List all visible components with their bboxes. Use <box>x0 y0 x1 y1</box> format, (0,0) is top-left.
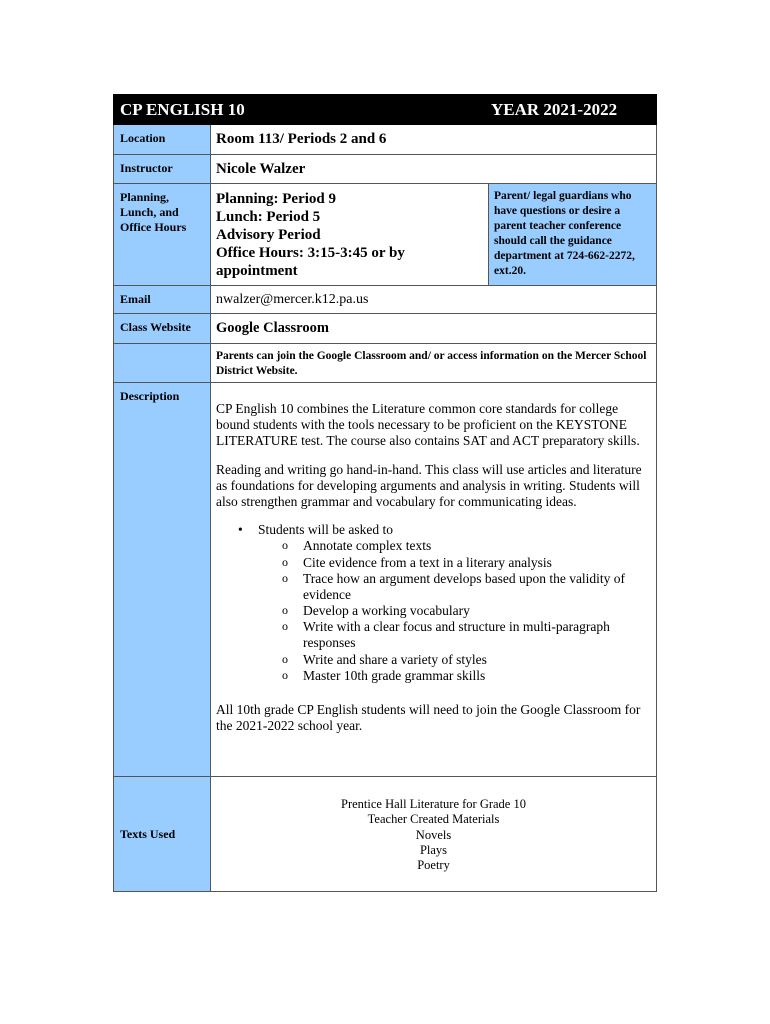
location-label: Location <box>114 125 211 155</box>
website-note-label-cell <box>114 344 211 383</box>
website-label: Class Website <box>114 314 211 344</box>
location-row <box>114 125 657 155</box>
planning-label-line: Planning, <box>120 190 170 204</box>
description-label: Description <box>114 383 211 777</box>
description-row <box>114 383 657 777</box>
list-item: o Master 10th grade grammar skills <box>303 668 651 684</box>
instructor-row <box>114 155 657 184</box>
list-item: o Write and share a variety of styles <box>303 652 651 668</box>
text-item: Novels <box>415 827 452 842</box>
list-item: o Cite evidence from a text in a literary analysis <box>303 555 651 571</box>
text-item: Prentice Hall Literature for Grade 10 <box>341 797 526 811</box>
location-value: Room 113/ Periods 2 and 6 <box>211 125 657 155</box>
website-row <box>114 314 657 344</box>
course-info-table <box>113 94 656 892</box>
text-item: Poetry <box>417 858 450 872</box>
planning-row <box>114 184 657 286</box>
website-note-row <box>114 344 657 383</box>
list-item: o Trace how an argument develops based upon the validity of evidence <box>303 571 651 603</box>
skills-list <box>216 522 651 684</box>
website-value[interactable]: Google Classroom <box>211 314 657 344</box>
planning-label-line: Office Hours <box>120 220 187 234</box>
email-row <box>114 286 657 314</box>
lunch-period: Lunch: Period 5 <box>216 209 321 225</box>
description-paragraph: Reading and writing go hand-in-hand. This class will use articles and literature as foundations for developing arguments and analysis in writing. Students will also strengthen grammar and vocabulary for communicating ideas. <box>216 461 642 509</box>
text-item: Teacher Created Materials <box>367 812 500 827</box>
texts-list <box>211 777 657 892</box>
text-item: Plays <box>419 842 448 857</box>
texts-row <box>114 777 657 892</box>
advisory-period: Advisory Period <box>216 227 321 243</box>
list-item <box>258 522 651 684</box>
email-value[interactable]: nwalzer@mercer.k12.pa.us <box>211 286 657 314</box>
texts-label: Texts Used <box>114 777 211 892</box>
description-closing: All 10th grade CP English students will need to join the Google Classroom for the 2021-2022 school year. <box>216 702 641 734</box>
list-item: o Develop a working vocabulary <box>303 603 651 619</box>
school-year: YEAR 2021-2022 <box>489 95 657 125</box>
planning-label-line: Lunch, and <box>120 205 179 219</box>
website-note: Parents can join the Google Classroom and/ or access information on the Mercer School District Website. <box>211 344 657 383</box>
header-row <box>114 95 657 125</box>
parent-contact-note: Parent/ legal guardians who have questions or desire a parent teacher conference should call the guidance department at 724-662-2272, ext.20. <box>489 184 657 286</box>
planning-period: Planning: Period 9 <box>216 191 337 207</box>
description-body <box>211 383 657 777</box>
planning-label <box>114 184 211 286</box>
description-paragraph: CP English 10 combines the Literature common core standards for college bound students with the tools necessary to be proficient on the KEYSTONE LITERATURE test. The course also contains SAT and ACT preparatory skills. <box>216 401 640 449</box>
instructor-value: Nicole Walzer <box>211 155 657 184</box>
office-hours: Office Hours: 3:15-3:45 or by appointment <box>216 245 405 279</box>
list-item: o Write with a clear focus and structure in multi-paragraph responses <box>303 619 651 651</box>
skills-sublist <box>258 538 651 684</box>
planning-details <box>211 184 489 286</box>
instructor-label: Instructor <box>114 155 211 184</box>
list-item-text: Students will be asked to <box>258 522 393 538</box>
course-title: CP ENGLISH 10 <box>114 95 489 125</box>
email-label: Email <box>114 286 211 314</box>
list-item: o Annotate complex texts <box>303 538 651 554</box>
